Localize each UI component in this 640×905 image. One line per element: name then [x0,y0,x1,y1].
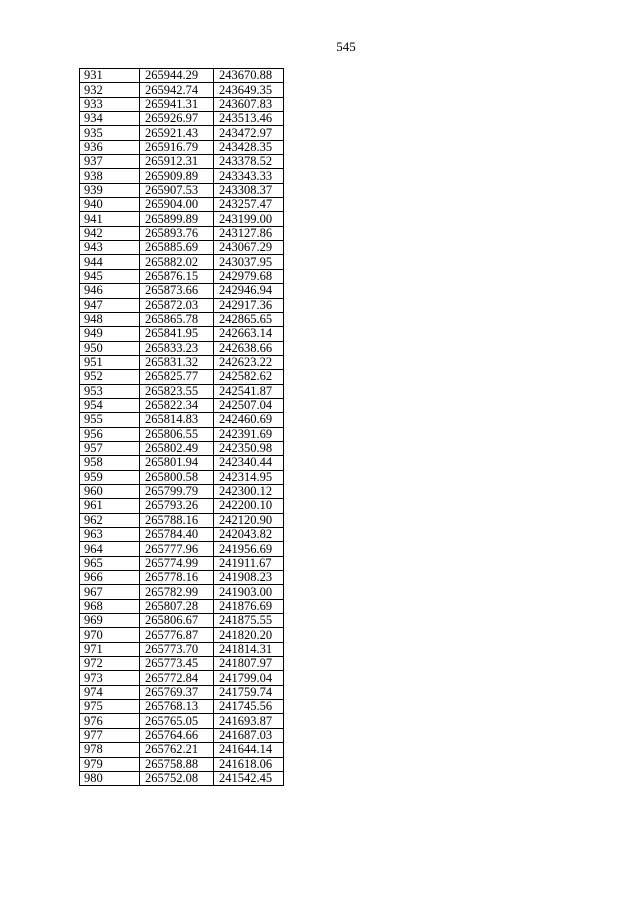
point-number-cell: 941 [80,212,140,226]
point-number-cell: 959 [80,470,140,484]
table-row [80,571,284,585]
table-row [80,700,284,714]
x-coordinate-cell: 265758.88 [140,757,214,771]
point-number-cell: 974 [80,685,140,699]
y-coordinate-cell: 243513.46 [214,112,284,126]
point-number-cell: 932 [80,83,140,97]
x-coordinate-cell: 265893.76 [140,226,214,240]
y-coordinate-cell: 242314.95 [214,470,284,484]
x-coordinate-cell: 265899.89 [140,212,214,226]
point-number-cell: 952 [80,370,140,384]
table-row [80,298,284,312]
x-coordinate-cell: 265806.67 [140,614,214,628]
y-coordinate-cell: 241911.67 [214,556,284,570]
y-coordinate-cell: 243670.88 [214,69,284,83]
y-coordinate-cell: 242200.10 [214,499,284,513]
y-coordinate-cell: 243607.83 [214,97,284,111]
table-row [80,685,284,699]
table-row [80,599,284,613]
table-row [80,312,284,326]
point-number-cell: 969 [80,614,140,628]
point-number-cell: 960 [80,484,140,498]
table-row [80,513,284,527]
point-number-cell: 980 [80,771,140,785]
point-number-cell: 935 [80,126,140,140]
point-number-cell: 949 [80,327,140,341]
page-number: 545 [336,39,356,54]
x-coordinate-cell: 265773.70 [140,642,214,656]
x-coordinate-cell: 265916.79 [140,140,214,154]
y-coordinate-cell: 241820.20 [214,628,284,642]
y-coordinate-cell: 242120.90 [214,513,284,527]
table-row [80,327,284,341]
y-coordinate-cell: 241687.03 [214,728,284,742]
x-coordinate-cell: 265801.94 [140,456,214,470]
x-coordinate-cell: 265769.37 [140,685,214,699]
point-number-cell: 975 [80,700,140,714]
y-coordinate-cell: 243037.95 [214,255,284,269]
y-coordinate-cell: 242663.14 [214,327,284,341]
point-number-cell: 963 [80,528,140,542]
y-coordinate-cell: 243127.86 [214,226,284,240]
x-coordinate-cell: 265777.96 [140,542,214,556]
point-number-cell: 936 [80,140,140,154]
y-coordinate-cell: 243257.47 [214,198,284,212]
y-coordinate-cell: 242507.04 [214,398,284,412]
x-coordinate-cell: 265885.69 [140,241,214,255]
point-number-cell: 937 [80,155,140,169]
point-number-cell: 947 [80,298,140,312]
y-coordinate-cell: 241903.00 [214,585,284,599]
x-coordinate-cell: 265872.03 [140,298,214,312]
point-number-cell: 976 [80,714,140,728]
y-coordinate-cell: 243343.33 [214,169,284,183]
table-row [80,456,284,470]
x-coordinate-cell: 265921.43 [140,126,214,140]
y-coordinate-cell: 243067.29 [214,241,284,255]
table-row [80,556,284,570]
x-coordinate-cell: 265941.31 [140,97,214,111]
y-coordinate-cell: 242946.94 [214,284,284,298]
point-number-cell: 971 [80,642,140,656]
table-row [80,642,284,656]
point-number-cell: 954 [80,398,140,412]
point-number-cell: 950 [80,341,140,355]
point-number-cell: 965 [80,556,140,570]
y-coordinate-cell: 243199.00 [214,212,284,226]
point-number-cell: 946 [80,284,140,298]
table-row [80,341,284,355]
y-coordinate-cell: 242979.68 [214,269,284,283]
y-coordinate-cell: 242623.22 [214,355,284,369]
table-row [80,398,284,412]
y-coordinate-cell: 242300.12 [214,484,284,498]
x-coordinate-cell: 265807.28 [140,599,214,613]
point-number-cell: 978 [80,743,140,757]
x-coordinate-cell: 265841.95 [140,327,214,341]
x-coordinate-cell: 265907.53 [140,183,214,197]
y-coordinate-cell: 243649.35 [214,83,284,97]
point-number-cell: 961 [80,499,140,513]
point-number-cell: 948 [80,312,140,326]
table-row [80,542,284,556]
y-coordinate-cell: 241693.87 [214,714,284,728]
table-row [80,169,284,183]
point-number-cell: 972 [80,657,140,671]
x-coordinate-cell: 265778.16 [140,571,214,585]
point-number-cell: 962 [80,513,140,527]
point-number-cell: 951 [80,355,140,369]
y-coordinate-cell: 242541.87 [214,384,284,398]
table-row [80,413,284,427]
x-coordinate-cell: 265764.66 [140,728,214,742]
table-row [80,212,284,226]
x-coordinate-cell: 265806.55 [140,427,214,441]
point-number-cell: 968 [80,599,140,613]
y-coordinate-cell: 241644.14 [214,743,284,757]
x-coordinate-cell: 265800.58 [140,470,214,484]
x-coordinate-cell: 265788.16 [140,513,214,527]
table-row [80,671,284,685]
x-coordinate-cell: 265833.23 [140,341,214,355]
table-row [80,241,284,255]
table-row [80,585,284,599]
x-coordinate-cell: 265926.97 [140,112,214,126]
y-coordinate-cell: 241799.04 [214,671,284,685]
y-coordinate-cell: 242917.36 [214,298,284,312]
point-number-cell: 979 [80,757,140,771]
x-coordinate-cell: 265799.79 [140,484,214,498]
y-coordinate-cell: 243308.37 [214,183,284,197]
x-coordinate-cell: 265912.31 [140,155,214,169]
y-coordinate-cell: 242460.69 [214,413,284,427]
x-coordinate-cell: 265793.26 [140,499,214,513]
table-row [80,198,284,212]
y-coordinate-cell: 241759.74 [214,685,284,699]
table-row [80,69,284,83]
y-coordinate-cell: 242638.66 [214,341,284,355]
x-coordinate-cell: 265784.40 [140,528,214,542]
table-row [80,499,284,513]
x-coordinate-cell: 265831.32 [140,355,214,369]
x-coordinate-cell: 265765.05 [140,714,214,728]
x-coordinate-cell: 265802.49 [140,441,214,455]
point-number-cell: 964 [80,542,140,556]
y-coordinate-cell: 241745.56 [214,700,284,714]
x-coordinate-cell: 265752.08 [140,771,214,785]
point-number-cell: 958 [80,456,140,470]
table-row [80,97,284,111]
point-number-cell: 953 [80,384,140,398]
table-row [80,370,284,384]
table-row [80,255,284,269]
x-coordinate-cell: 265762.21 [140,743,214,757]
point-number-cell: 933 [80,97,140,111]
x-coordinate-cell: 265865.78 [140,312,214,326]
x-coordinate-cell: 265944.29 [140,69,214,83]
table-row [80,484,284,498]
point-number-cell: 945 [80,269,140,283]
table-row [80,757,284,771]
y-coordinate-cell: 242865.65 [214,312,284,326]
x-coordinate-cell: 265942.74 [140,83,214,97]
x-coordinate-cell: 265822.34 [140,398,214,412]
y-coordinate-cell: 241908.23 [214,571,284,585]
x-coordinate-cell: 265773.45 [140,657,214,671]
point-number-cell: 955 [80,413,140,427]
y-coordinate-cell: 242043.82 [214,528,284,542]
point-number-cell: 943 [80,241,140,255]
x-coordinate-cell: 265782.99 [140,585,214,599]
x-coordinate-cell: 265768.13 [140,700,214,714]
point-number-cell: 973 [80,671,140,685]
y-coordinate-cell: 241814.31 [214,642,284,656]
table-row [80,155,284,169]
point-number-cell: 970 [80,628,140,642]
x-coordinate-cell: 265876.15 [140,269,214,283]
x-coordinate-cell: 265909.89 [140,169,214,183]
y-coordinate-cell: 243428.35 [214,140,284,154]
point-number-cell: 931 [80,69,140,83]
y-coordinate-cell: 241618.06 [214,757,284,771]
table-row [80,628,284,642]
x-coordinate-cell: 265772.84 [140,671,214,685]
table-row [80,284,284,298]
y-coordinate-cell: 243378.52 [214,155,284,169]
x-coordinate-cell: 265873.66 [140,284,214,298]
point-number-cell: 944 [80,255,140,269]
table-row [80,714,284,728]
table-row [80,112,284,126]
y-coordinate-cell: 241875.55 [214,614,284,628]
y-coordinate-cell: 242340.44 [214,456,284,470]
table-row [80,614,284,628]
table-row [80,355,284,369]
table-row [80,384,284,398]
x-coordinate-cell: 265904.00 [140,198,214,212]
x-coordinate-cell: 265825.77 [140,370,214,384]
table-row [80,126,284,140]
point-number-cell: 967 [80,585,140,599]
point-number-cell: 938 [80,169,140,183]
table-row [80,470,284,484]
table-row [80,743,284,757]
table-row [80,441,284,455]
table-row [80,269,284,283]
table-row [80,83,284,97]
table-row [80,771,284,785]
point-number-cell: 956 [80,427,140,441]
y-coordinate-cell: 241956.69 [214,542,284,556]
y-coordinate-cell: 241807.97 [214,657,284,671]
y-coordinate-cell: 243472.97 [214,126,284,140]
y-coordinate-cell: 241542.45 [214,771,284,785]
table-row [80,183,284,197]
table-row [80,427,284,441]
table-row [80,140,284,154]
table-row [80,528,284,542]
table-row [80,728,284,742]
point-number-cell: 966 [80,571,140,585]
x-coordinate-cell: 265823.55 [140,384,214,398]
x-coordinate-cell: 265776.87 [140,628,214,642]
point-number-cell: 977 [80,728,140,742]
point-number-cell: 939 [80,183,140,197]
x-coordinate-cell: 265774.99 [140,556,214,570]
x-coordinate-cell: 265814.83 [140,413,214,427]
y-coordinate-cell: 241876.69 [214,599,284,613]
y-coordinate-cell: 242350.98 [214,441,284,455]
point-number-cell: 934 [80,112,140,126]
y-coordinate-cell: 242582.62 [214,370,284,384]
coordinates-table [79,68,284,786]
table-row [80,226,284,240]
table-row [80,657,284,671]
x-coordinate-cell: 265882.02 [140,255,214,269]
point-number-cell: 940 [80,198,140,212]
y-coordinate-cell: 242391.69 [214,427,284,441]
point-number-cell: 957 [80,441,140,455]
coordinates-table-body [80,69,284,786]
point-number-cell: 942 [80,226,140,240]
